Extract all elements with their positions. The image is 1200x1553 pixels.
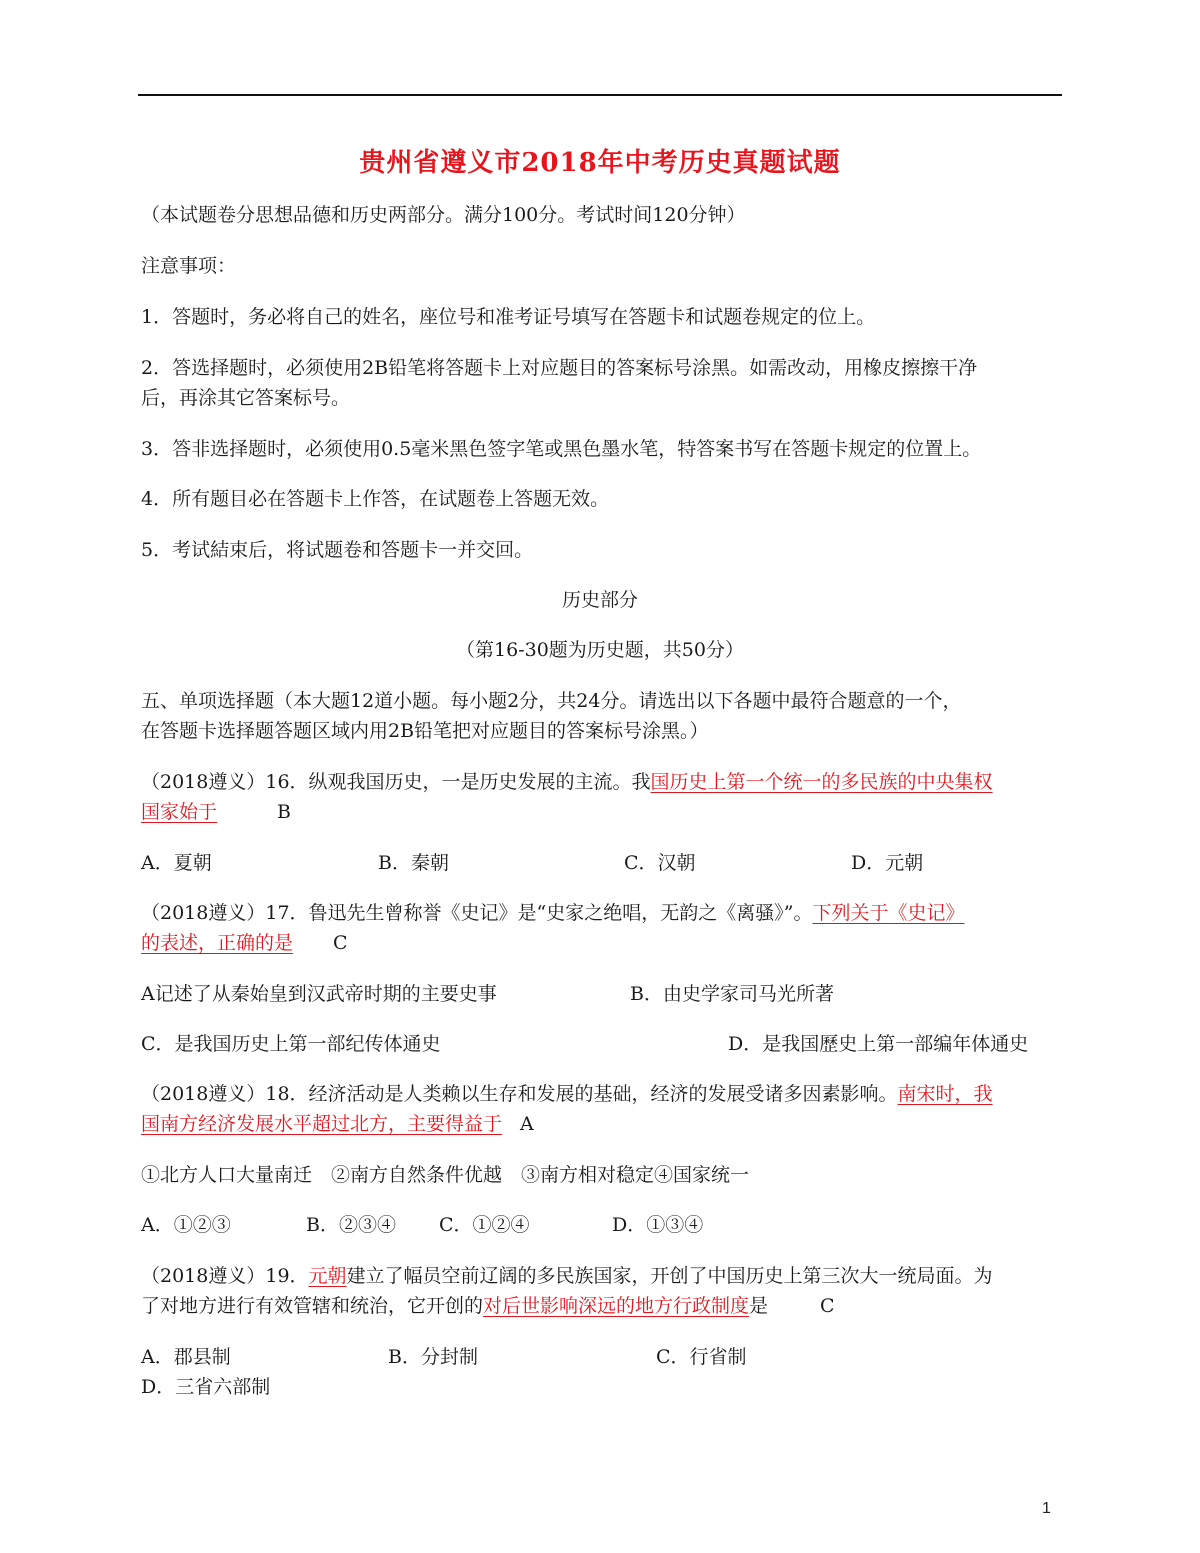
- option: C．是我国历史上第一部纪传体通史: [141, 1033, 441, 1055]
- notice-item: 后，再涂其它答案标号。: [141, 387, 351, 409]
- question-17-highlight: 下列关于《史记》: [812, 902, 965, 924]
- option: D．三省六部制: [141, 1376, 271, 1398]
- notice-item: 2．答选择题时，必须使用2B铅笔将答题卡上对应题目的答案标号涂黑。如需改动，用橡皮擦擦干净: [141, 357, 978, 379]
- option: B．分封制: [388, 1346, 478, 1368]
- option: A．郡县制: [141, 1346, 231, 1368]
- page-title: 贵州省遵义市2018年中考历史真题试题: [359, 148, 841, 178]
- option: A．①②③: [141, 1214, 231, 1236]
- question-17-answer: C: [333, 932, 348, 954]
- page-number: 1: [1042, 1500, 1051, 1517]
- question-17-line2: [141, 928, 348, 958]
- notice-item: 5．考试結束后，将试题卷和答题卡一并交回。: [141, 539, 534, 561]
- notice-heading: 注意事项：: [141, 255, 237, 277]
- notice-item: 4．所有题目必在答题卡上作答，在试题卷上答题无效。: [141, 488, 610, 510]
- section-title: 历史部分: [561, 589, 638, 611]
- question-18-stem: （2018遵义）18．经济活动是人类赖以生存和发展的基础，经济的发展受诸多因素影响。: [141, 1083, 898, 1105]
- option: D．①③④: [612, 1214, 704, 1236]
- question-19-highlight: 元朝: [308, 1265, 347, 1287]
- question-16-highlight: 国家始于: [141, 801, 218, 823]
- header-rule: [138, 94, 1062, 96]
- question-16-answer: B: [277, 801, 291, 823]
- question-17-stem: （2018遵义）17．鲁迅先生曾称誉《史记》是“史家之绝唱，无韵之《离骚》”。: [141, 902, 813, 924]
- question-17-highlight: 的表述，正确的是: [141, 932, 294, 954]
- question-19-line1: [141, 1261, 993, 1291]
- option: B．秦朝: [378, 852, 449, 874]
- notice-item: 1．答题时，务必将自己的姓名，座位号和准考证号填写在答题卡和试题卷规定的位上。: [141, 306, 876, 328]
- question-16-line1: [141, 767, 993, 797]
- option: A．夏朝: [141, 852, 212, 874]
- question-16-line2: [141, 797, 291, 827]
- notice-item: 3．答非选择题时，必须使用0.5毫米黑色签字笔或黑色墨水笔，特答案书写在答题卡规定的位置上。: [141, 438, 982, 460]
- question-19-answer: C: [820, 1295, 835, 1317]
- question-19-stem: 建立了幅员空前辽阔的多民族国家，开创了中国历史上第三次大一统局面。为: [346, 1265, 993, 1287]
- question-19-stem: 了对地方进行有效管辖和统治，它开创的: [141, 1295, 484, 1317]
- option: D．是我国歷史上第一部编年体通史: [728, 1033, 1029, 1055]
- option: C．行省制: [656, 1346, 747, 1368]
- option: A记述了从秦始皇到汉武帝时期的主要史事: [141, 983, 497, 1005]
- option: D．元朝: [851, 852, 924, 874]
- question-19-stem: 是: [749, 1295, 769, 1317]
- question-18-highlight: 南宋时，我: [897, 1083, 993, 1105]
- question-19-highlight: 对后世影响深远的地方行政制度: [483, 1295, 750, 1317]
- question-19-line2: [141, 1291, 835, 1321]
- exam-note: （本试题卷分思想品德和历史两部分。满分100分。考试时间120分钟）: [141, 204, 746, 226]
- question-18-answer: A: [520, 1113, 534, 1135]
- question-18-line1: [141, 1079, 993, 1109]
- option: B．由史学家司马光所著: [630, 983, 834, 1005]
- part-heading: 五、单项选择题（本大题12道小题。每小题2分，共24分。请选出以下各题中最符合题意的一个，: [141, 690, 962, 712]
- question-17-line1: [141, 898, 964, 928]
- option: B．②③④: [306, 1214, 396, 1236]
- question-19-stem: （2018遵义）19．: [141, 1265, 309, 1287]
- question-18-items: ①北方人口大量南迁 ②南方自然条件优越 ③南方相对稳定④国家统一: [141, 1164, 750, 1186]
- question-18-highlight: 国南方经济发展水平超过北方，主要得益于: [141, 1113, 503, 1135]
- section-note: （第16-30题为历史题，共50分）: [456, 639, 744, 661]
- option: C．①②④: [439, 1214, 530, 1236]
- question-18-line2: [141, 1109, 534, 1139]
- part-heading: 在答题卡选择题答题区域内用2B铅笔把对应题目的答案标号涂黑。）: [141, 720, 709, 742]
- question-16-highlight: 国历史上第一个统一的多民族的中央集权: [650, 771, 993, 793]
- question-16-stem: （2018遵义）16．纵观我国历史，一是历史发展的主流。我: [141, 771, 651, 793]
- option: C．汉朝: [624, 852, 696, 874]
